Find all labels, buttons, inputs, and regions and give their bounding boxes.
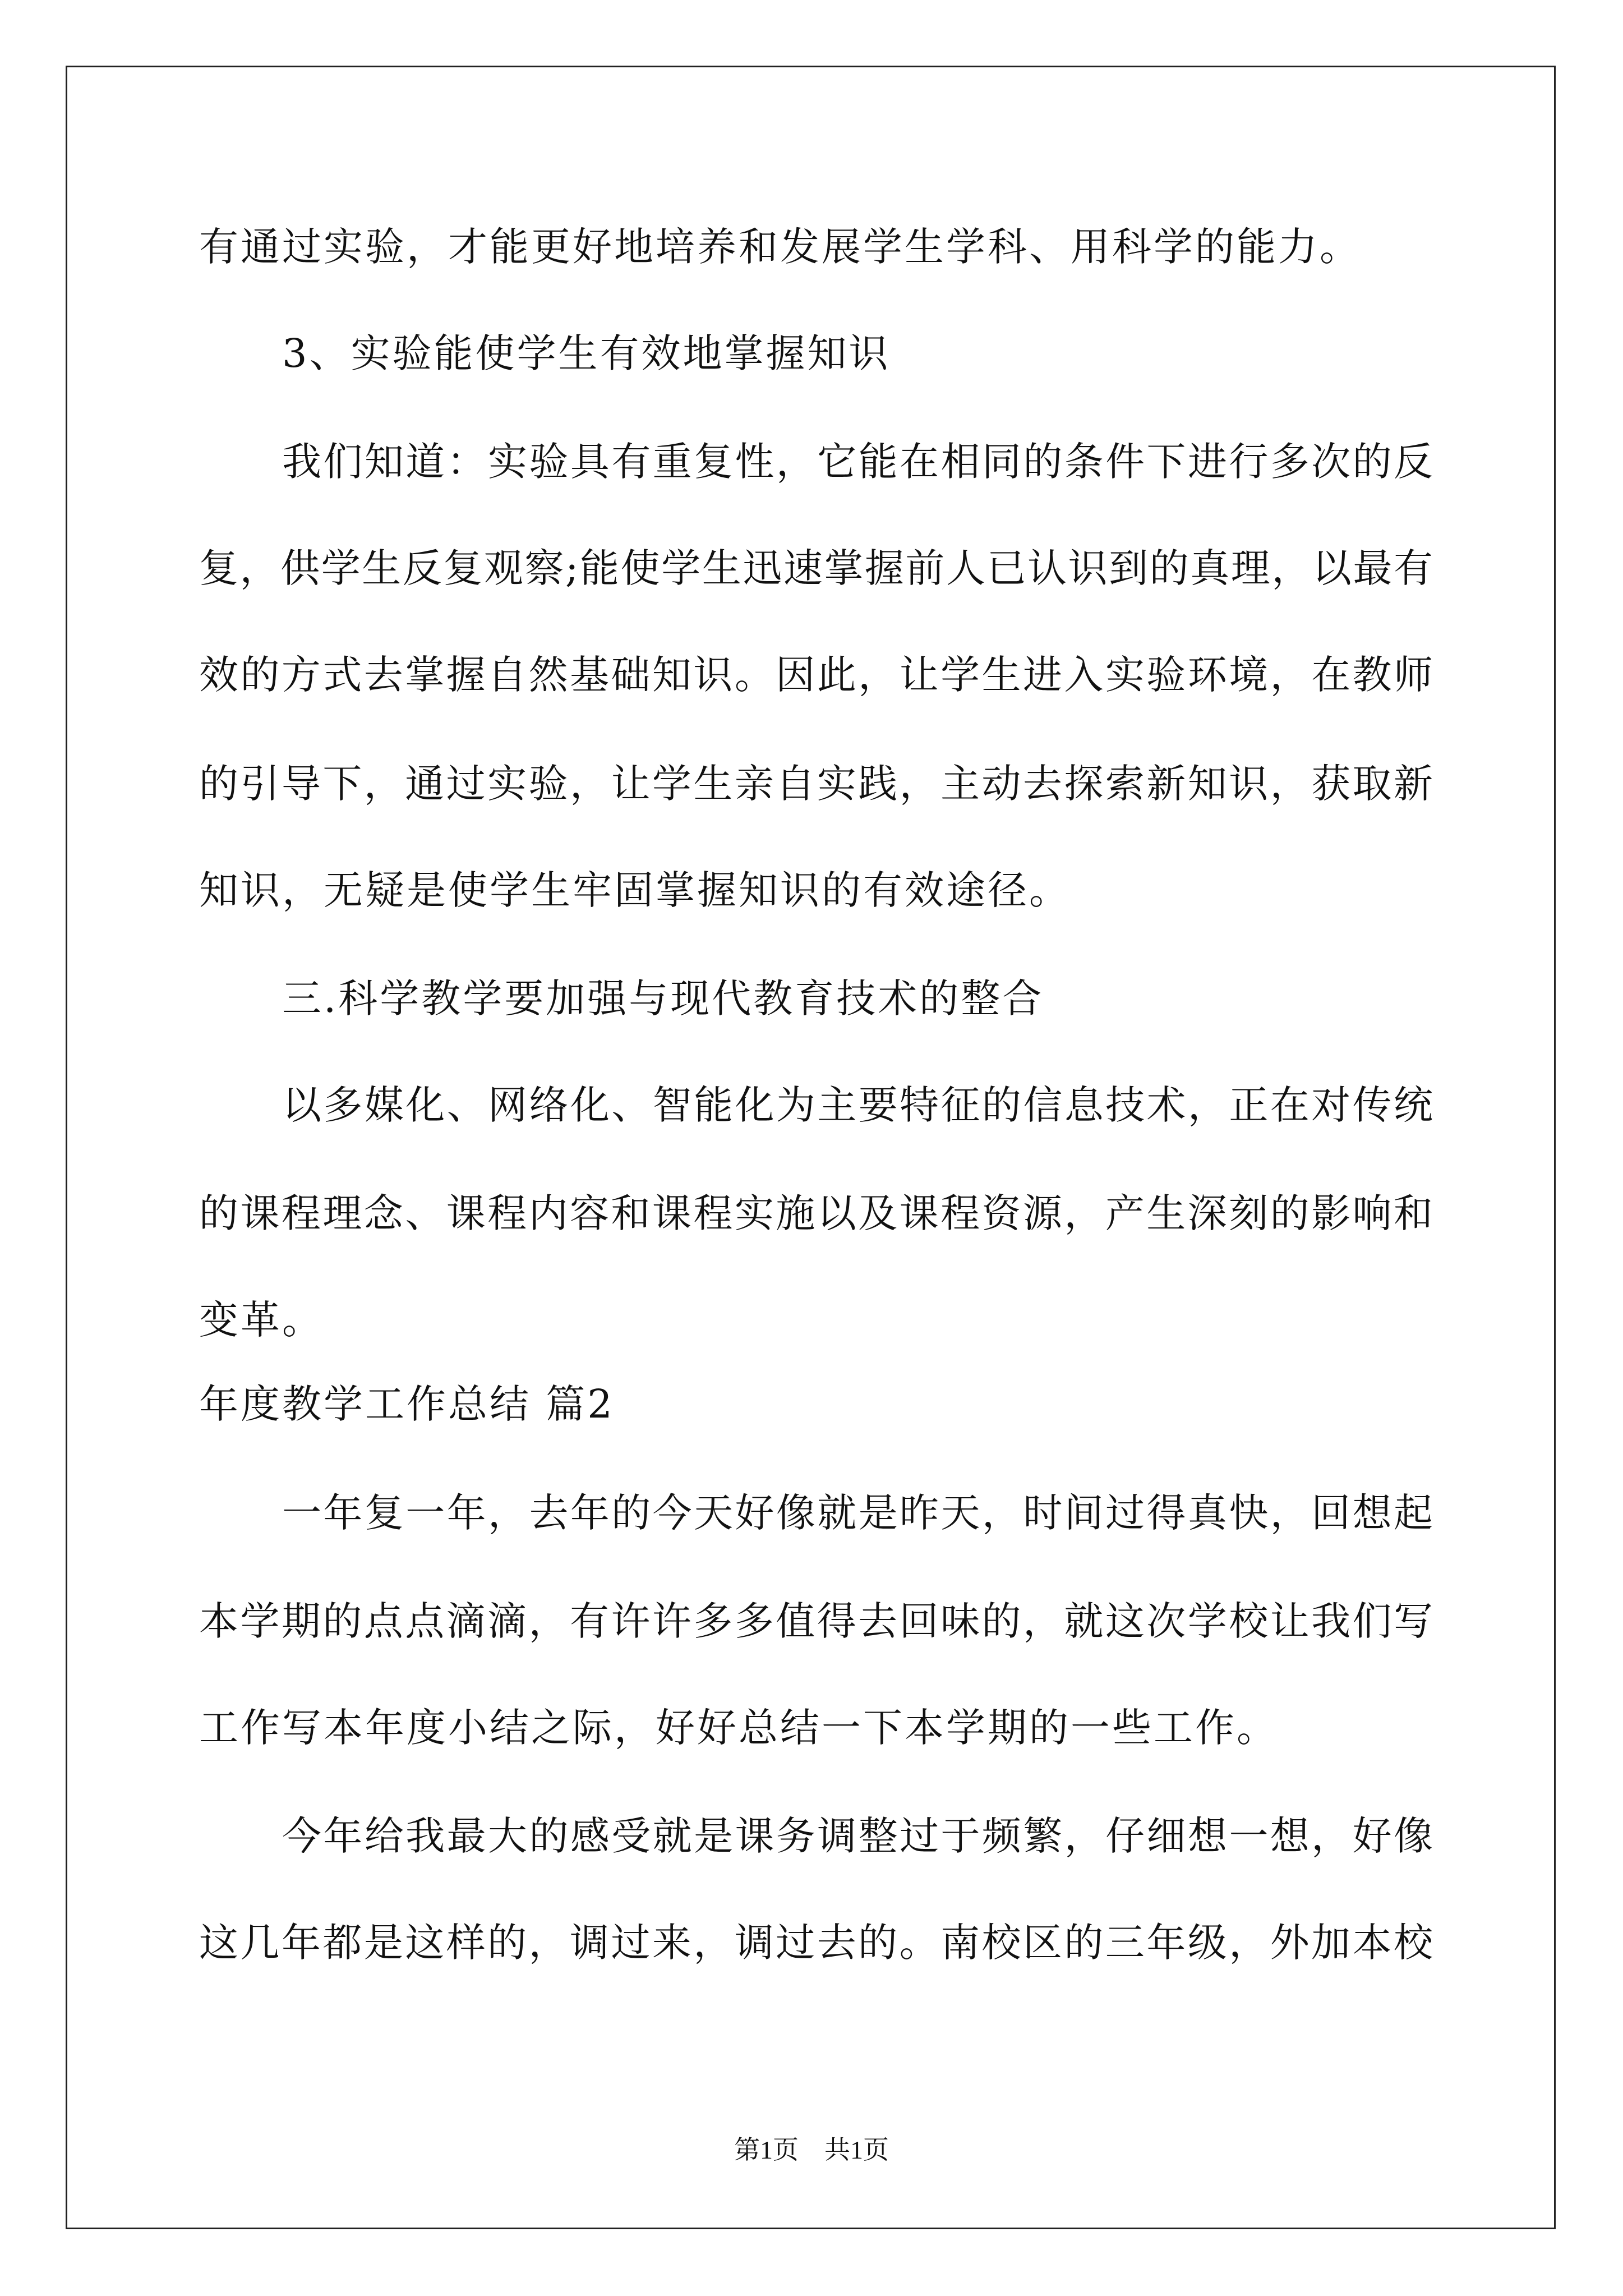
paragraph-line: 有通过实验，才能更好地培养和发展学生学科、用科学的能力。 [199,224,1361,270]
section-heading: 3、实验能使学生有效地掌握知识 [282,330,891,376]
paragraph-line: 复，供学生反复观察;能使学生迅速掌握前人已认识到的真理，以最有 [199,545,1433,591]
page-border [66,66,1556,2229]
paragraph-line: 这几年都是这样的，调过来，调过去的。南校区的三年级，外加本校 [199,1920,1433,1966]
section-heading: 三.科学教学要加强与现代教育技术的整合 [282,976,1044,1022]
page-footer: 第1页 共1页 [734,2136,889,2164]
article-title: 年度教学工作总结 篇2 [199,1381,615,1427]
paragraph-line: 效的方式去掌握自然基础知识。因此，让学生进入实验环境，在教师 [199,652,1433,698]
paragraph-line: 今年给我最大的感受就是课务调整过于频繁，仔细想一想，好像 [282,1813,1433,1859]
paragraph-line: 一年复一年，去年的今天好像就是昨天，时间过得真快，回想起 [282,1490,1433,1536]
paragraph-line: 本学期的点点滴滴，有许许多多值得去回味的，就这次学校让我们写 [199,1598,1433,1644]
paragraph-line: 的课程理念、课程内容和课程实施以及课程资源，产生深刻的影响和 [199,1190,1433,1236]
paragraph-line: 我们知道：实验具有重复性，它能在相同的条件下进行多次的反 [282,439,1433,485]
paragraph-line: 知识，无疑是使学生牢固掌握知识的有效途径。 [199,867,1071,913]
paragraph-line: 工作写本年度小结之际，好好总结一下本学期的一些工作。 [199,1705,1278,1751]
paragraph-line: 变革。 [199,1297,324,1343]
paragraph-line: 以多媒化、网络化、智能化为主要特征的信息技术，正在对传统 [282,1082,1433,1128]
paragraph-line: 的引导下，通过实验，让学生亲自实践，主动去探索新知识，获取新 [199,761,1433,807]
